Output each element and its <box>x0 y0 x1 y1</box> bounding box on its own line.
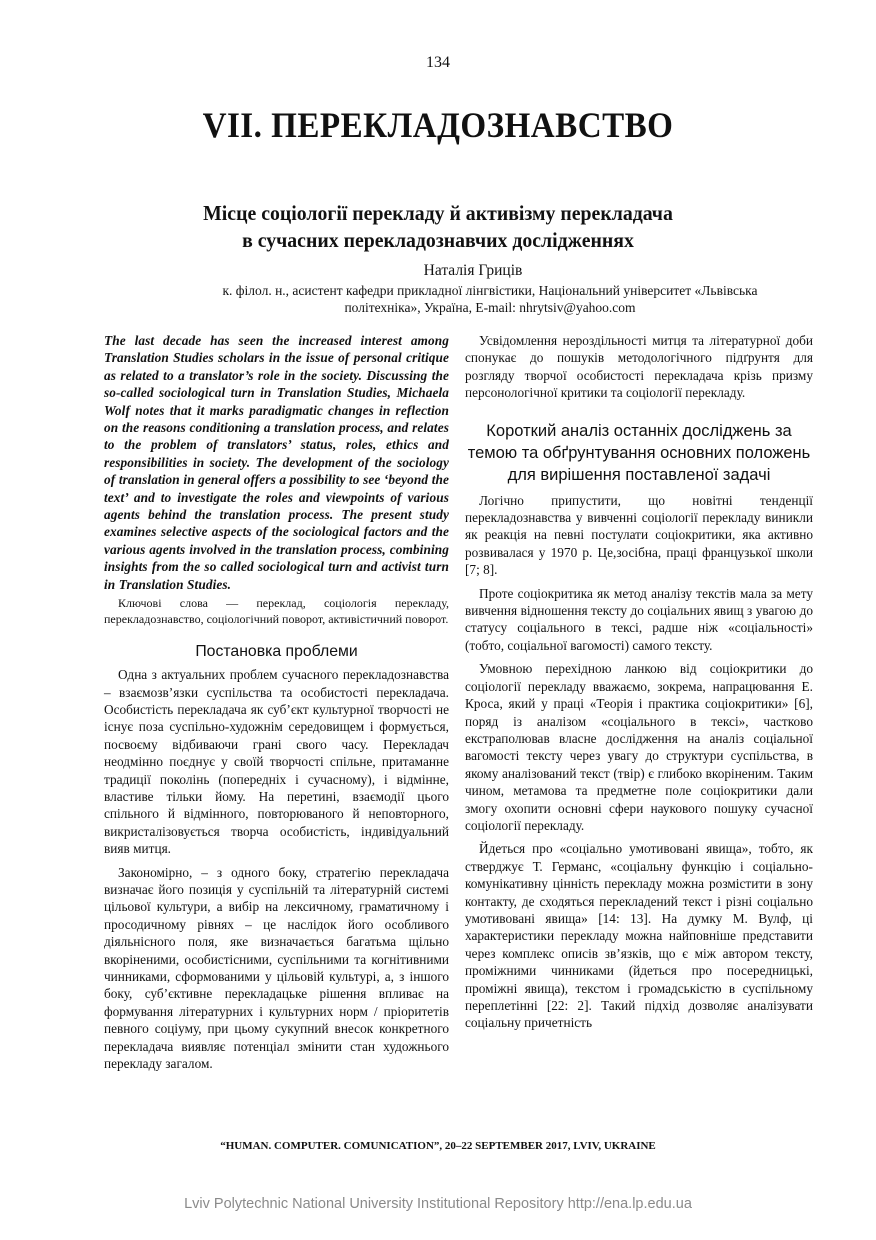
abstract: The last decade has seen the increased interest among Translation Studies scholars in the issue of personal critique as related to a translator’s role in the society. Discussing the so-called sociological turn in Translation Studies, Michaela Wolf notes that it marks paradigmatic changes in reflection on the reasons conditioning a translation process, and relates to the problem of translators’ status, roles, ethics and responsibilities in society. The development of the sociology of translation in general offers a possibility to see ‘beyond the text’ and to investigate the roles and viewpoints of various agents behind the translation process. The present study examines selective aspects of the sociological factors and the various agents involved in the translation process, combining insights from the so called sociological turn and activist turn in Translation Studies. <box>104 333 449 592</box>
author-name: Наталія Гриців <box>423 262 523 279</box>
repository-footer: Lviv Polytechnic National University Institutional Repository http://ena.lp.edu.ua <box>184 1196 692 1212</box>
section-title: VII. ПЕРЕКЛАДОЗНАВСТВО <box>202 105 674 145</box>
paragraph: Закономірно, – з одного боку, стратегію перекладача визначає його позиція у суспільній та літературній системі цільової культури, а вибір на лексичному, граматичному і просодичному рівнях – це наслідок його особливого діяльнісного поля, яке визначається багатьма щільно вкоріненими, особистісними, суспільними та когнітивними чинниками, сформованими у цільовій культурі, а, з іншого боку, суб’єктивне перекладацьке рішення впливає на формування літературних і культурних норм / пріоритетів певного соціуму, при цьому сукупний внесок конкретного перекладача виявляє потенціал змінити стан художнього перекладу загалом. <box>104 864 449 1072</box>
paragraph: Йдеться про «соціально умотивовані явища», тобто, як стверджує Т. Германс, «соціальну функцію і соціально-комунікативну цінність перекладу можна розмістити в зону контакту, де сходяться перекладений текст і різні соціально умотивовані явища» [14: 13]. На думку М. Вулф, ці характеристики перекладу можна найповніше представити через комплекс описів зв’язків, що є між автором тексту, проміжними чинниками (йдеться про посередницькі, проміжні явища), текстом і громадськістю в суспільному переплетінні [22: 2]. Такий підхід дозволяє аналізувати соціальну причетність <box>465 841 813 1031</box>
section-heading-problem: Постановка проблеми <box>195 643 358 661</box>
paragraph: Логічно припустити, що новітні тенденції перекладознавства у вивченні соціології перекладу виникли як реакція на певні постулати соціокритики, яка активно розвивалася у 1970 р. Це,зосібна, праці французької школи [7; 8]. <box>465 492 813 578</box>
paragraph: Проте соціокритика як метод аналізу текстів мала за мету вивчення відношення тексту до соціальних явищ з увагою до статусу соціального в тексі, радше ніж «соціальності» (тобто, соціальної вагомості) самого тексту. <box>465 585 813 653</box>
right-column <box>465 332 813 1032</box>
paragraph: Умовною перехідною ланкою від соціокритики до соціології перекладу вважаємо, зокрема, напрацювання Е. Кроса, який у праці «Теорія і практика соціокритики» [6], поряд із аналізом «соціального в тексі», частково екстраполював власне дослідження на аналіз соціальної вагомості тексту через увагу до структури суспільства, в якому аналізований текст (твір) є глибоко вкоріненим. Таким чином, метамова та предметне поле соціокритики дали змогу охопити основні сфери наукового пошуку сучасної соціології перекладу. <box>465 661 813 833</box>
paragraph: Одна з актуальних проблем сучасного перекладознавства – взаємозв’язки суспільства та особистості перекладача. Особистість перекладача як суб’єкт культурної творчості не існує поза суспільно-художнім середовищем і формується, посвоєму відбиваючи грані свого часу. Перекладач неодмінно поєднує у своїй творчості спільне, притаманне традиції поколінь (попередніх і сучасному), і відмінне, властиве тільки йому. На перетині, взаємодії цього спільного й відмінного, повторюваного й неповторного, викристалізовується творча особистість, індивідуальний вияв митця. <box>104 667 449 857</box>
article-title-line-2: в сучасних перекладознавчих дослідженнях <box>242 228 634 252</box>
author-affiliation <box>190 282 790 316</box>
page-number: 134 <box>426 54 450 71</box>
affiliation-line-2: політехніка», Україна, E-mail: nhrytsiv@yahoo.com <box>344 300 636 315</box>
intro-paragraph: Усвідомлення нероздільності митця та літературної доби спонукає до пошуків методологічного підґрунтя для розгляду творчої особистості перекладача крізь призму персонологічної критики та соціології перекладу. <box>465 333 813 401</box>
keywords: Ключові слова — переклад, соціологія перекладу, перекладознавство, соціологічний поворот, активістичний поворот. <box>104 596 449 627</box>
conference-footer: “HUMAN. COMPUTER. COMUNICATION”, 20–22 SEPTEMBER 2017, LVIV, UKRAINE <box>220 1140 656 1152</box>
section-heading-analysis: Короткий аналіз останніх досліджень за темою та обґрунтування основних положень для вирішення поставленої задачі <box>467 421 811 484</box>
article-title-line-1: Місце соціології перекладу й активізму перекладача <box>203 201 673 225</box>
affiliation-line-1: к. філол. н., асистент кафедри прикладної лінгвістики, Національний університет «Львівська <box>222 283 758 298</box>
left-column <box>104 332 449 1072</box>
article-title <box>35 200 841 254</box>
